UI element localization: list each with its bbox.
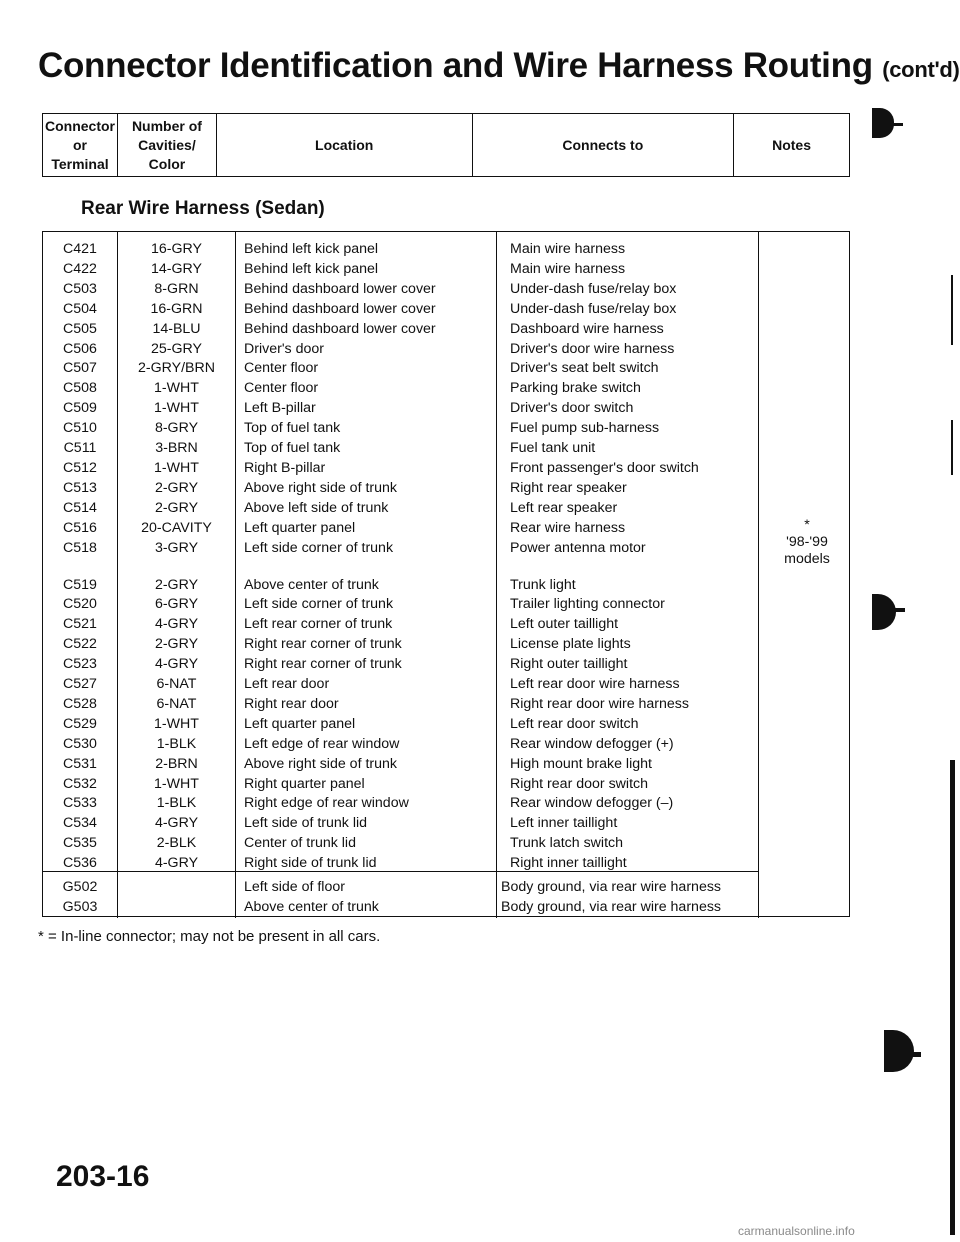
location-cell: Left side of floor [244, 879, 345, 895]
location-cell: Right quarter panel [244, 775, 365, 792]
connector-cell: C521 [63, 616, 97, 633]
location-cell: Center floor [244, 380, 319, 397]
cavities-cell: 1-BLK [156, 735, 197, 752]
cavities-cell: 2-GRY [154, 479, 199, 496]
cavities-cell: 14-BLU [152, 320, 201, 337]
location-cell: Left quarter panel [244, 715, 356, 732]
cavities-cell: 14-GRY [151, 260, 202, 277]
edge-line [951, 420, 953, 475]
connector-cell: C534 [63, 815, 97, 832]
connector-cell: C532 [63, 775, 97, 792]
connector-cell: C422 [63, 260, 97, 277]
connector-cell: C523 [63, 656, 97, 673]
connector-cell: G502 [62, 879, 98, 895]
watermark: carmanualsonline.info [738, 1224, 855, 1238]
header-connector [43, 114, 118, 177]
header-cavities [117, 114, 216, 177]
location-cell: Right rear corner of trunk [244, 636, 402, 653]
connects-to-cell: Left outer taillight [510, 616, 619, 633]
notes-cell [763, 517, 851, 568]
connects-to-cell: Under-dash fuse/relay box [510, 300, 677, 317]
connector-cell: G503 [62, 898, 98, 915]
location-cell: Right side of trunk lid [244, 855, 377, 872]
connector-cell: C511 [63, 440, 97, 457]
cavities-cell: 1-WHT [154, 775, 199, 792]
cavities-cell: 3-GRY [154, 539, 199, 556]
cavities-cell: 2-GRY [154, 636, 199, 653]
notes-line: '98-'99 [786, 534, 828, 550]
location-cell: Left B-pillar [244, 400, 316, 417]
connector-cell: C506 [63, 340, 97, 357]
edge-line [951, 275, 953, 345]
column-header-table [42, 113, 850, 177]
tab-mark [895, 608, 905, 612]
ground-location-column [244, 878, 494, 918]
header-notes: Notes [734, 114, 850, 177]
connector-column [43, 240, 117, 874]
connector-cell: C516 [63, 519, 97, 536]
connects-to-cell: Rear window defogger (+) [510, 735, 674, 752]
header-cavities-line: Cavities/ [138, 136, 196, 153]
location-cell: Behind dashboard lower cover [244, 320, 436, 337]
location-cell: Left rear corner of trunk [244, 616, 393, 633]
edge-line [950, 760, 955, 1235]
cavities-cell: 6-GRY [154, 596, 199, 613]
connector-cell: C504 [63, 300, 97, 317]
cavities-cell: 4-GRY [154, 616, 199, 633]
connector-cell: C535 [63, 835, 97, 852]
cavities-cell: 2-BRN [155, 755, 198, 772]
connector-cell: C507 [63, 360, 97, 377]
cavities-cell: 6-NAT [156, 695, 197, 712]
connector-cell: C510 [63, 420, 97, 437]
column-divider [235, 232, 236, 918]
connector-cell: C529 [63, 715, 97, 732]
location-cell: Left edge of rear window [244, 735, 400, 752]
page-title-suffix: (cont'd) [882, 57, 960, 82]
cavities-cell: 16-GRN [150, 300, 203, 317]
cavities-cell: 8-GRN [154, 280, 199, 297]
connector-cell: C513 [63, 479, 97, 496]
cavities-cell: 20-CAVITY [141, 519, 212, 536]
connects-to-cell: Front passenger's door switch [510, 459, 699, 476]
connects-to-cell: Fuel tank unit [510, 440, 596, 457]
connector-cell: C536 [63, 855, 97, 872]
connects-to-cell: Dashboard wire harness [510, 320, 664, 337]
tab-mark [872, 594, 896, 630]
connects-to-cell: Driver's seat belt switch [510, 360, 659, 377]
cavities-cell: 25-GRY [151, 340, 202, 357]
cavities-cell: 2-GRY [154, 576, 199, 593]
location-column [244, 240, 494, 874]
connects-to-cell: Under-dash fuse/relay box [510, 280, 677, 297]
notes-asterisk: * [804, 517, 810, 533]
cavities-cell: 3-BRN [155, 440, 198, 457]
connects-to-cell: Left rear speaker [510, 499, 618, 516]
connects-to-cell: Trunk latch switch [510, 835, 624, 852]
header-location: Location [216, 114, 472, 177]
header-cavities-line: Color [148, 155, 186, 172]
location-cell: Above center of trunk [244, 898, 379, 915]
connects-to-cell: Main wire harness [510, 260, 626, 277]
connector-cell: C528 [63, 695, 97, 712]
location-cell: Right B-pillar [244, 459, 326, 476]
location-cell: Right edge of rear window [244, 795, 409, 812]
location-cell: Right rear corner of trunk [244, 656, 402, 673]
connector-cell: C509 [63, 400, 97, 417]
connector-cell: C531 [63, 755, 97, 772]
header-connector-line: Connector [44, 117, 115, 134]
connects-to-cell: Left rear door wire harness [510, 676, 680, 693]
connector-cell: C512 [63, 459, 97, 476]
connector-cell: C505 [63, 320, 97, 337]
connector-cell: C508 [63, 380, 97, 397]
connects-to-cell: License plate lights [510, 636, 631, 653]
connects-to-cell: Rear wire harness [510, 519, 626, 536]
connector-cell: C527 [63, 676, 97, 693]
connector-cell: C533 [63, 795, 97, 812]
connects-to-cell: High mount brake light [510, 755, 652, 772]
header-connects-to: Connects to [472, 114, 734, 177]
cavities-cell: 1-WHT [154, 380, 199, 397]
location-cell: Center of trunk lid [244, 835, 356, 852]
cavities-cell: 8-GRY [154, 420, 199, 437]
connects-to-cell: Body ground, via rear wire harness [501, 879, 722, 895]
cavities-cell: 4-GRY [154, 815, 199, 832]
location-cell: Behind left kick panel [244, 241, 379, 257]
connector-cell: C514 [63, 499, 97, 516]
connector-cell: C520 [63, 596, 97, 613]
section-title: Rear Wire Harness (Sedan) [81, 198, 325, 219]
header-connector-line: Terminal [51, 155, 109, 172]
cavities-cell: 4-GRY [154, 656, 199, 673]
cavities-cell: 2-BLK [156, 835, 197, 852]
cavities-cell: 2-GRY/BRN [138, 360, 215, 377]
connects-to-cell: Right rear door switch [510, 775, 648, 792]
location-cell: Left quarter panel [244, 519, 356, 536]
connects-to-cell: Trailer lighting connector [510, 596, 665, 613]
cavities-column [118, 240, 235, 874]
connects-to-cell: Rear window defogger (–) [510, 795, 674, 812]
location-cell: Behind dashboard lower cover [244, 280, 436, 297]
location-cell: Left side corner of trunk [244, 596, 394, 613]
cavities-cell: 6-NAT [156, 676, 197, 693]
tab-mark [872, 108, 894, 138]
location-cell: Left side corner of trunk [244, 539, 394, 556]
header-cavities-line: Number of [131, 117, 202, 134]
location-cell: Left rear door [244, 676, 330, 693]
header-connector-line: or [72, 136, 87, 153]
location-cell: Driver's door [244, 340, 324, 357]
cavities-cell: 1-WHT [154, 400, 199, 417]
connects-to-cell: Left inner taillight [510, 815, 618, 832]
footnote: * = In-line connector; may not be present in all cars. [38, 928, 381, 945]
column-divider [758, 232, 759, 918]
connects-to-cell: Parking brake switch [510, 380, 641, 397]
connector-cell: C519 [63, 576, 97, 593]
tab-mark [913, 1052, 921, 1057]
location-cell: Top of fuel tank [244, 420, 341, 437]
connector-cell: C522 [63, 636, 97, 653]
connects-to-cell: Right rear door wire harness [510, 695, 689, 712]
connects-to-column [510, 240, 756, 874]
connector-cell: C503 [63, 280, 97, 297]
connects-to-cell: Right outer taillight [510, 656, 628, 673]
location-cell: Behind left kick panel [244, 260, 379, 277]
connects-to-cell: Main wire harness [510, 241, 626, 257]
cavities-cell: 16-GRY [151, 241, 202, 257]
page-title [38, 46, 960, 86]
cavities-cell: 1-WHT [154, 459, 199, 476]
connector-cell: C518 [63, 539, 97, 556]
connector-cell: C421 [63, 241, 97, 257]
page-title-text: Connector Identification and Wire Harness Routing [38, 46, 873, 85]
connects-to-cell: Fuel pump sub-harness [510, 420, 660, 437]
connects-to-cell: Body ground, via rear wire harness [501, 898, 722, 915]
notes-line: models [784, 551, 830, 567]
ground-connects-to-column [501, 878, 757, 918]
location-cell: Above right side of trunk [244, 755, 397, 772]
column-divider [496, 232, 497, 918]
location-cell: Top of fuel tank [244, 440, 341, 457]
connects-to-cell: Power antenna motor [510, 539, 646, 556]
ground-connector-column [43, 878, 117, 918]
connects-to-cell: Driver's door switch [510, 400, 634, 417]
location-cell: Center floor [244, 360, 319, 377]
connects-to-cell: Right rear speaker [510, 479, 627, 496]
location-cell: Above center of trunk [244, 576, 379, 593]
location-cell: Above left side of trunk [244, 499, 389, 516]
page-number: 203-16 [56, 1160, 150, 1193]
cavities-cell: 1-WHT [154, 715, 199, 732]
cavities-cell: 4-GRY [154, 855, 199, 872]
location-cell: Right rear door [244, 695, 339, 712]
cavities-cell: 2-GRY [154, 499, 199, 516]
cavities-cell: 1-BLK [156, 795, 197, 812]
location-cell: Behind dashboard lower cover [244, 300, 436, 317]
tab-mark [893, 123, 903, 126]
connects-to-cell: Left rear door switch [510, 715, 639, 732]
tab-mark [884, 1030, 914, 1072]
connector-cell: C530 [63, 735, 97, 752]
location-cell: Above right side of trunk [244, 479, 397, 496]
connects-to-cell: Driver's door wire harness [510, 340, 675, 357]
wire-harness-table [42, 231, 850, 917]
connects-to-cell: Trunk light [510, 576, 576, 593]
location-cell: Left side of trunk lid [244, 815, 368, 832]
connects-to-cell: Right inner taillight [510, 855, 627, 872]
